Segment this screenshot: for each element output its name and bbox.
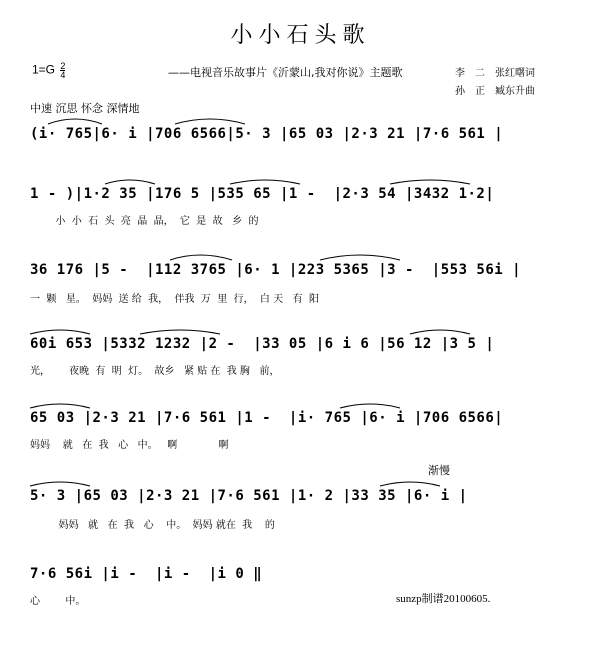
slur: [175, 119, 245, 124]
score-row-7: 7·6 56i |i - |i - |i 0 ‖: [30, 566, 263, 582]
slur: [30, 482, 90, 486]
lyrics-row-6: 妈妈 就 在 我 心 中。 妈妈 就在 我 的: [30, 520, 275, 531]
lyrics-row-7: 心 中。: [30, 596, 86, 607]
score-row-6: 5· 3 |65 03 |2·3 21 |7·6 561 |1· 2 |33 35 |6· i |: [30, 488, 468, 504]
lyrics-row-3: 一 颗 星。 妈妈 送 给 我， 伴我 万 里 行， 白 天 有 阳: [30, 294, 320, 305]
score-row-1: (i· 765|6· i |706 6566|5· 3 |65 03 |2·3 21 |7·6 561 |: [30, 126, 504, 142]
lyricist-credit: 李 二 张红曙词: [455, 68, 535, 79]
composer-credit: 孙 正 臧东升曲: [455, 86, 535, 97]
key-label: 1=G: [32, 62, 56, 77]
slur: [230, 180, 300, 184]
song-title: 小小石头歌: [230, 23, 371, 48]
slur: [410, 330, 470, 334]
slur: [390, 180, 470, 184]
tempo-marking: 中速 沉思 怀念 深情地: [30, 102, 140, 115]
slur: [30, 330, 90, 334]
slur: [30, 404, 90, 408]
slur: [140, 330, 220, 334]
slur: [48, 119, 102, 124]
transcriber-watermark: sunzp制谱20100605.: [396, 593, 491, 605]
slur: [340, 404, 400, 408]
slur: [105, 180, 155, 184]
subtitle: ——电视音乐故事片《沂蒙山,我对你说》主题歌: [168, 66, 403, 79]
ritardando-marking: 渐慢: [428, 464, 450, 477]
slur: [380, 482, 440, 486]
meter-top: 2: [60, 61, 66, 71]
score-row-4: 60i 653 |5332 1232 |2 - |33 05 |6 i 6 |56 12 |3 5 |: [30, 336, 495, 352]
slur: [320, 255, 400, 260]
lyrics-row-4: 光， 夜晚 有 明 灯。 故乡 紧 贴 在 我 胸 前，: [30, 366, 280, 377]
slur: [170, 255, 232, 260]
score-row-5: 65 03 |2·3 21 |7·6 561 |1 - |i· 765 |6· i |706 6566|: [30, 410, 504, 426]
meter-bottom: 4: [60, 70, 66, 80]
lyrics-row-5: 妈妈 就 在 我 心 中。 啊 啊: [30, 440, 229, 451]
score-row-2: 1 - )|1·2 35 |176 5 |535 65 |1 - |2·3 54 |3432 1·2|: [30, 186, 495, 202]
lyrics-row-2: 小 小 石 头 亮 晶 晶， 它 是 故 乡 的: [30, 216, 259, 227]
score-row-3: 36 176 |5 - |112 3765 |6· 1 |223 5365 |3 - |553 56i |: [30, 262, 522, 278]
